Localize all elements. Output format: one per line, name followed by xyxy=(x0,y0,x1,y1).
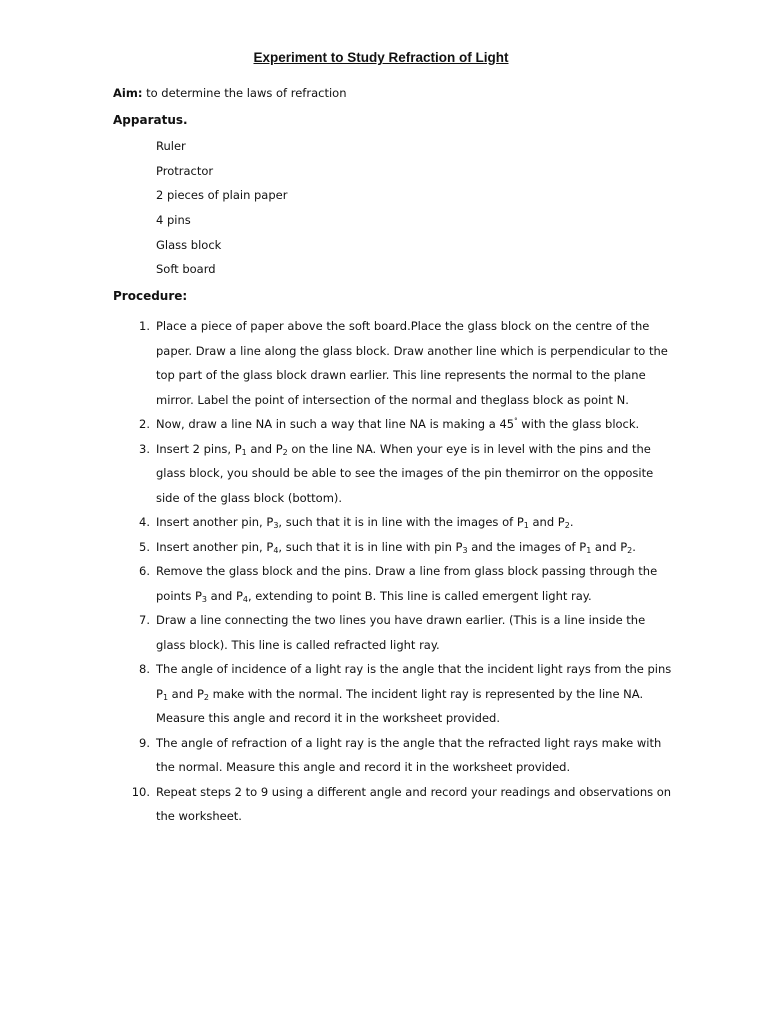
procedure-heading: Procedure: xyxy=(113,289,188,303)
apparatus-item: Protractor xyxy=(156,163,214,178)
procedure-step xyxy=(113,535,673,560)
step-number: 8. xyxy=(139,662,150,676)
procedure-step xyxy=(113,780,673,829)
procedure-step xyxy=(113,510,673,535)
procedure-step xyxy=(113,412,673,437)
step-number: 4. xyxy=(139,515,150,529)
step-text: Place a piece of paper above the soft board.Place the glass block on the centre of the paper. Draw a line along the glass block. Draw another line which is perpendicular to the top part of the glass block drawn earlier. This line represents the normal to the plane mirror. Label the point of intersection of the normal and theglass block as point N. xyxy=(156,319,668,407)
procedure-step xyxy=(113,314,673,412)
step-number: 9. xyxy=(139,735,150,750)
step-number: 3. xyxy=(139,441,150,456)
step-text: Repeat steps 2 to 9 using a different angle and record your readings and observations on the worksheet. xyxy=(156,784,672,823)
procedure-list xyxy=(113,314,673,829)
step-text: Draw a line connecting the two lines you have drawn earlier. (This is a line inside the glass block). This line is called refracted light ray. xyxy=(156,613,646,652)
aim-text: to determine the laws of refraction xyxy=(146,86,347,100)
step-number: 2. xyxy=(139,417,150,431)
procedure-step xyxy=(113,731,673,780)
step-number: 1. xyxy=(139,319,150,333)
procedure-step xyxy=(113,559,673,608)
step-text: The angle of refraction of a light ray is the angle that the refracted light rays make with the normal. Measure this angle and record it in the worksheet provided. xyxy=(156,735,662,774)
step-text: Insert 2 pins, $P_1$ and $P_2$ on the line NA. When your eye is in level with the pins and the glass block, you should be able to see the images of the pin themirror on the opposite side of the glass block (bottom). xyxy=(156,441,654,505)
step-text: Remove the glass block and the pins. Draw a line from glass block passing through the points $P_3$ and $P_4$, extending to point B. This line is called emergent light ray. xyxy=(156,564,658,604)
procedure-step xyxy=(113,657,673,731)
step-number: 7. xyxy=(139,613,150,627)
procedure-step xyxy=(113,608,673,657)
procedure-step xyxy=(113,437,673,511)
apparatus-item: Ruler xyxy=(156,139,186,153)
page-title: Experiment to Study Refraction of Light xyxy=(253,50,509,65)
apparatus-heading: Apparatus. xyxy=(113,113,188,127)
step-text: Now, draw a line NA in such a way that line NA is making a 45° with the glass block. xyxy=(156,417,640,431)
step-number: 6. xyxy=(139,564,150,578)
step-text: The angle of incidence of a light ray is the angle that the incident light rays from the pins $P_1$ and $P_2$ make with the normal. The incident light ray is represented by the line NA. Measure this angle and record it in the worksheet provided. xyxy=(156,662,672,725)
apparatus-item: Soft board xyxy=(156,262,216,277)
step-number: 5. xyxy=(139,539,150,554)
apparatus-item: 2 pieces of plain paper xyxy=(156,188,288,203)
aim-label: Aim: xyxy=(113,86,143,100)
apparatus-item: Glass block xyxy=(156,237,222,252)
apparatus-item: 4 pins xyxy=(156,213,191,228)
aim-line xyxy=(113,86,347,100)
step-number: 10. xyxy=(131,784,150,799)
apparatus-list xyxy=(156,139,287,287)
step-text: Insert another pin, $P_4$, such that it is in line with pin $P_3$ and the images of $P_1$ and $P_2$. xyxy=(156,539,636,555)
step-text: Insert another pin, $P_3$, such that it is in line with the images of $P_1$ and $P_2$. xyxy=(156,515,574,530)
